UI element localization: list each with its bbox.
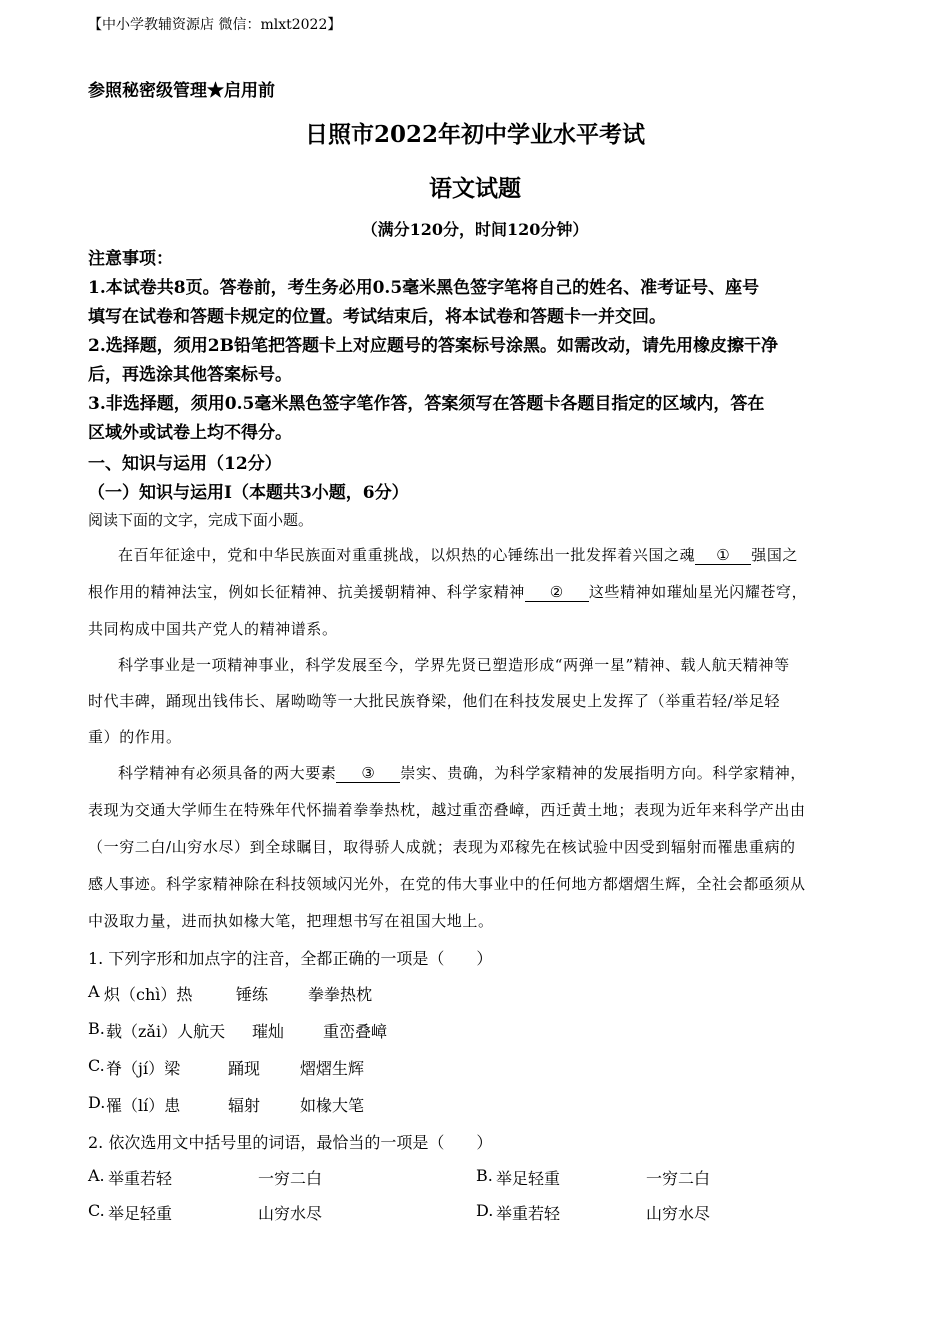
q1-option-b-word1: 载（zǎi）人航天	[106, 1022, 226, 1041]
passage-line: 重）的作用。	[88, 728, 182, 746]
q1-option-b-word3: 重峦叠嶂	[323, 1022, 388, 1041]
blank-2: ②	[525, 583, 589, 602]
exam-title: 日照市2022年初中学业水平考试	[304, 121, 645, 148]
passage-line: 共同构成中国共产党人的精神谱系。	[88, 620, 338, 638]
passage-line: 时代丰碑，踊现出钱伟长、屠呦呦等一大批民族脊梁，他们在科技发展史上发挥了（举重若轻/举足轻	[88, 692, 781, 710]
notice-heading: 注意事项：	[88, 249, 173, 269]
q2-option-d-word1: 举重若轻	[496, 1204, 561, 1223]
notice-line: 区域外或试卷上均不得分。	[88, 423, 292, 443]
passage-text: 科学精神有必须具备的两大要素	[118, 764, 337, 782]
question-2-stem: 2. 依次选用文中括号里的词语，最恰当的一项是（ ）	[88, 1133, 493, 1152]
passage-line	[88, 762, 863, 783]
q1-option-c-word2: 踊现	[228, 1059, 261, 1078]
passage-line: 中汲取力量，进而执如椽大笔，把理想书写在祖国大地上。	[88, 912, 494, 930]
passage-line	[88, 654, 863, 675]
notice-line: 后，再选涂其他答案标号。	[88, 365, 292, 385]
notice-line: 2.选择题，须用2B铅笔把答题卡上对应题号的答案标号涂黑。如需改动，请先用橡皮擦干净	[88, 336, 778, 356]
q2-option-d-label[interactable]: D.	[476, 1201, 494, 1220]
q1-option-d-word3: 如椽大笔	[300, 1096, 365, 1115]
exam-subject: 语文试题	[429, 175, 521, 202]
q2-option-a-word2: 一穷二白	[258, 1169, 323, 1188]
q1-option-a-label[interactable]: A	[88, 982, 100, 1001]
q1-option-a-word3: 拳拳热枕	[308, 985, 373, 1004]
q2-option-a-label[interactable]: A.	[88, 1166, 105, 1185]
q1-option-c-word3: 熠熠生辉	[300, 1059, 365, 1078]
q1-option-d-word2: 辐射	[228, 1096, 261, 1115]
passage-text: 根作用的精神法宝，例如长征精神、抗美援朝精神、科学家精神	[88, 583, 525, 601]
passage-text: 在百年征途中，党和中华民族面对重重挑战，以炽热的心锤练出一批发挥着兴国之魂	[118, 546, 696, 564]
passage-line	[88, 581, 863, 602]
q2-option-c-label[interactable]: C.	[88, 1201, 105, 1220]
q1-option-c-word1: 脊（jí）梁	[106, 1059, 181, 1078]
blank-3: ③	[336, 764, 400, 783]
secrecy-label: 参照秘密级管理★启用前	[88, 81, 275, 101]
q2-option-b-word2: 一穷二白	[646, 1169, 711, 1188]
header-note: 【中小学教辅资源店 微信：mlxt2022】	[88, 17, 342, 33]
section-heading: 一、知识与运用（12分）	[88, 454, 282, 474]
q1-option-a-word2: 锤练	[236, 985, 269, 1004]
q1-option-b-word2: 璀灿	[252, 1022, 285, 1041]
q1-option-d-word1: 罹（lí）患	[106, 1096, 181, 1115]
reading-instruction: 阅读下面的文字，完成下面小题。	[88, 511, 314, 529]
q1-option-d-label[interactable]: D.	[88, 1093, 106, 1112]
subsection-heading: （一）知识与运用Ⅰ（本题共3小题，6分）	[88, 483, 409, 503]
q2-option-a-word1: 举重若轻	[108, 1169, 173, 1188]
q2-option-c-word2: 山穷水尽	[258, 1204, 323, 1223]
q2-option-b-label[interactable]: B.	[476, 1166, 493, 1185]
q2-option-b-word1: 举足轻重	[496, 1169, 561, 1188]
q2-option-d-word2: 山穷水尽	[646, 1204, 711, 1223]
passage-text: 崇实、贵确，为科学家精神的发展指明方向。科学家精神，	[400, 764, 807, 782]
passage-line: 感人事迹。科学家精神除在科技领域闪光外，在党的伟大事业中的任何地方都熠熠生辉，全社会都亟须从	[88, 875, 806, 893]
passage-text: 强国之	[751, 546, 799, 564]
blank-1: ①	[695, 546, 751, 565]
question-1-stem: 1. 下列字形和加点字的注音，全都正确的一项是（ ）	[88, 949, 493, 968]
passage-line	[88, 544, 863, 565]
passage-text: 科学事业是一项精神事业，科学发展至今，学界先贤已塑造形成“两弹一星”精神、载人航天精神等	[118, 656, 790, 674]
q2-option-c-word1: 举足轻重	[108, 1204, 173, 1223]
q1-option-c-label[interactable]: C.	[88, 1056, 105, 1075]
notice-line: 1.本试卷共8页。答卷前，考生务必用0.5毫米黑色签字笔将自己的姓名、准考证号、座号	[88, 278, 760, 298]
passage-line: 表现为交通大学师生在特殊年代怀揣着拳拳热枕，越过重峦叠嶂，西迁黄土地；表现为近年来科学产出由	[88, 801, 806, 819]
q1-option-b-label[interactable]: B.	[88, 1019, 105, 1038]
passage-text: 这些精神如璀灿星光闪耀苍穹，	[588, 583, 808, 601]
notice-line: 填写在试卷和答题卡规定的位置。考试结束后，将本试卷和答题卡一并交回。	[88, 307, 666, 327]
passage-line: （一穷二白/山穷水尽）到全球瞩目，取得骄人成就；表现为邓稼先在核试验中因受到辐射而罹患重病的	[88, 838, 796, 856]
notice-line: 3.非选择题，须用0.5毫米黑色签字笔作答，答案须写在答题卡各题目指定的区域内，答在	[88, 394, 765, 414]
q1-option-a-word1: 炽（chì）热	[104, 985, 193, 1004]
score-time: （满分120分，时间120分钟）	[361, 220, 589, 239]
